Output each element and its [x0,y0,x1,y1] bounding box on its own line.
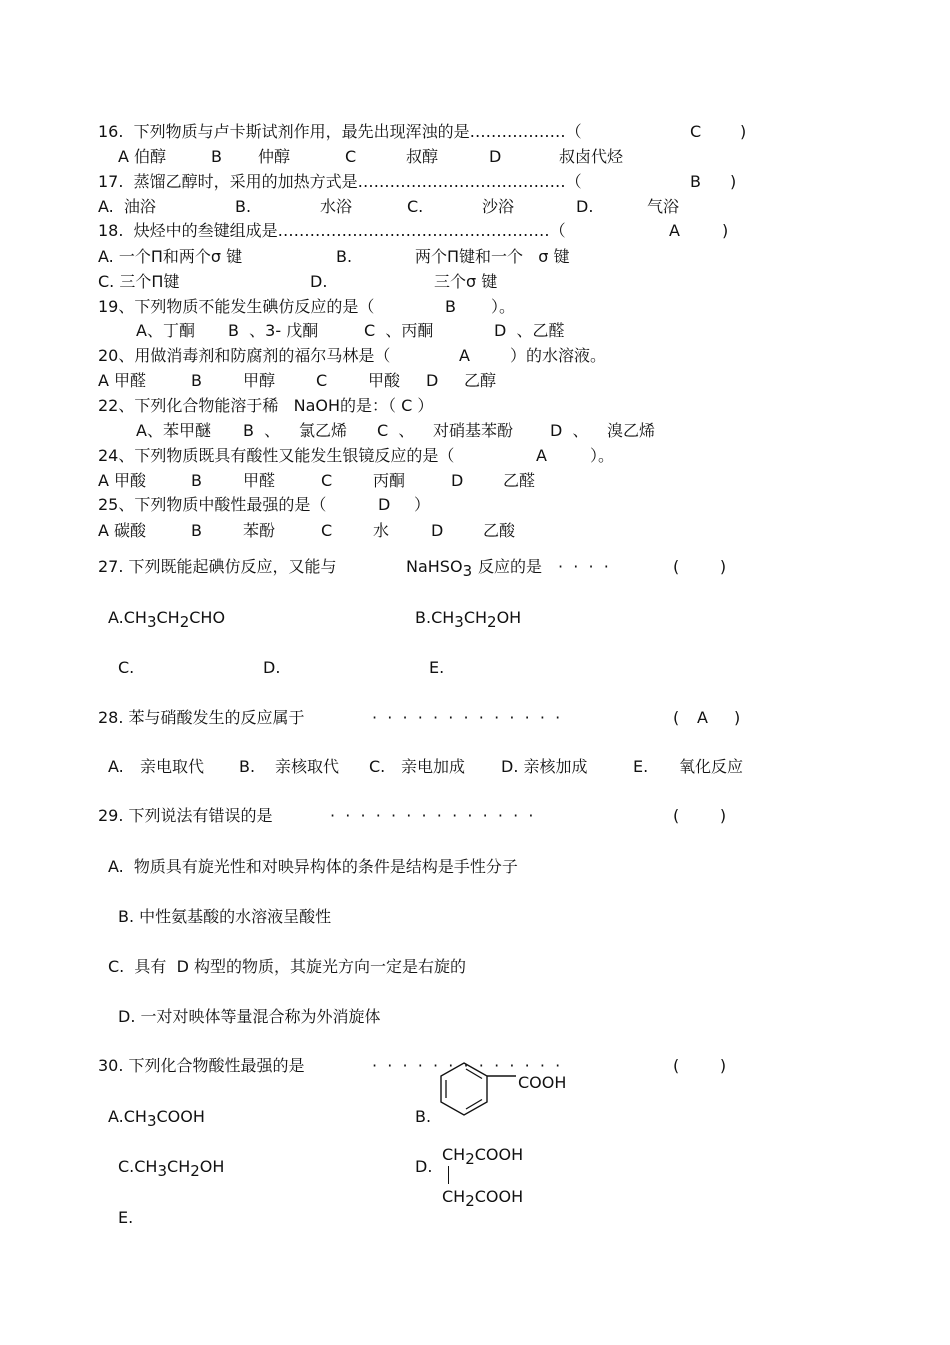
q18-option: C. 三个Π键 [98,272,180,291]
q22-option: 溴乙烯 [607,421,656,440]
q16-option: 叔卤代烃 [559,147,624,166]
q28-option: C. [369,757,386,776]
q17-option: 气浴 [647,197,680,216]
q28-option: 亲核取代 [275,757,340,776]
q27-stem-end: 反应的是 [478,557,543,576]
q29-option: B. 中性氨基酸的水溶液呈酸性 [118,907,332,926]
q30-paren: ( ) [673,1056,727,1075]
q28-paren-close: ) [734,708,741,727]
q29-option: D. 一对对映体等量混合称为外消旋体 [118,1007,381,1026]
q25-option: 乙酸 [483,521,516,540]
q20-option: D [426,371,439,390]
q17-option: D. [576,197,594,216]
succinic-top: $CH_2COOH$ [442,1145,524,1169]
q25-option: B [191,521,202,540]
q16-option: 仲醇 [258,147,291,166]
q19-close: ）。 [491,297,516,316]
q30-stem: 30. 下列化合物酸性最强的是 [98,1056,305,1075]
q27-stem: 27. 下列既能起碘仿反应，又能与 [98,557,337,576]
q20-option: C [316,371,328,390]
q17-close: ) [730,172,737,191]
q19-option: C 、丙酮 [364,321,434,340]
q27-option-a: $A.CH_3CH_2CHO$ [108,608,226,632]
q25-stem: 25、下列物质中酸性最强的是（ [98,495,327,514]
q22-option: D 、 [550,421,589,440]
q28-dots: · · · · · · · · · · · · · [372,708,561,727]
q28-stem: 28. 苯与硝酸发生的反应属于 [98,708,305,727]
q24-answer: A [536,446,547,465]
q20-option: 乙醇 [464,371,497,390]
q18-option: D. [310,272,328,291]
q25-option: A 碳酸 [98,521,147,540]
q27-option-e: E. [429,658,445,677]
cooh-label: COOH [518,1073,567,1092]
q30-dots: · · · · · · · · · · · · · [372,1056,561,1075]
q30-option-b: B. [415,1107,432,1126]
q17-answer: B [690,172,701,191]
q16-answer: C [690,122,702,141]
q28-option: 亲电取代 [140,757,205,776]
q24-option: D [451,471,464,490]
q27-reagent: NaHSO$_3$ [406,557,473,581]
q22-stem: 22、下列化合物能溶于稀 NaOH的是：（ C ） [98,396,434,415]
q19-option: B 、3- 戊酮 [228,321,319,340]
q28-option: D. 亲核加成 [501,757,588,776]
q24-stem: 24、下列物质既具有酸性又能发生银镜反应的是（ [98,446,455,465]
q24-close: ）。 [590,446,615,465]
q28-option: 亲电加成 [401,757,466,776]
q16-option: C [345,147,357,166]
q16-option: B [211,147,222,166]
q25-close: ） [414,495,431,514]
q18-option: 两个Π键和一个 σ 键 [415,247,570,266]
q17-stem: 17. 蒸馏乙醇时，采用的加热方式是…………………………………（ [98,172,582,191]
q30-option-e: E. [118,1208,134,1227]
q28-option: E. [633,757,649,776]
q20-option: B [191,371,202,390]
q16-option: D [489,147,502,166]
q30-option-d: D. [415,1157,433,1176]
q30-option-c: $C.CH_3CH_2OH$ [118,1157,225,1181]
q24-option: 丙酮 [373,471,406,490]
q25-option: C [321,521,333,540]
q27-paren: ( ) [673,557,727,576]
q17-option: 沙浴 [482,197,515,216]
q20-answer: A [459,346,470,365]
q29-stem: 29. 下列说法有错误的是 [98,806,273,825]
q19-option: D 、乙醛 [494,321,565,340]
q18-option: 三个σ 键 [434,272,498,291]
q16-option: 叔醇 [406,147,439,166]
q18-close: ) [722,221,729,240]
q22-option: C 、 [377,421,415,440]
q22-option: 对硝基苯酚 [433,421,514,440]
q16-option: A 伯醇 [118,147,167,166]
q29-option: A. 物质具有旋光性和对映异构体的条件是结构是手性分子 [108,857,518,876]
q20-option: 甲醇 [243,371,276,390]
q28-option: B. [239,757,256,776]
q19-option: A、丁酮 [136,321,195,340]
q24-option: 甲醛 [243,471,276,490]
q17-option: B. [235,197,252,216]
q22-option: B 、 [243,421,281,440]
q30-option-a: $A.CH_3COOH$ [108,1107,205,1131]
q27-option-b: $B.CH_3CH_2OH$ [415,608,522,632]
q16-close: ) [740,122,747,141]
q28-answer: A [697,708,708,727]
q29-paren: ( ) [673,806,727,825]
q28-option: A. [108,757,124,776]
q24-option: B [191,471,202,490]
benzoic-acid-structure [434,1058,524,1128]
q16-stem: 16. 下列物质与卢卡斯试剂作用，最先出现浑浊的是………………（ [98,122,582,141]
q19-stem: 19、下列物质不能发生碘仿反应的是（ [98,297,375,316]
q27-dots: · · · · [558,557,609,576]
q20-option: A 甲醛 [98,371,147,390]
q27-option-c: C. [118,658,135,677]
q18-answer: A [669,221,680,240]
q20-option: 甲酸 [368,371,401,390]
q19-answer: B [445,297,456,316]
q20-stem: 20、用做消毒剂和防腐剂的福尔马林是（ [98,346,391,365]
q22-option: 氯乙烯 [299,421,348,440]
q24-option: C [321,471,333,490]
q18-option: B. [336,247,353,266]
succinic-bond [448,1166,449,1184]
q25-option: D [431,521,444,540]
q29-option: C. 具有 D 构型的物质，其旋光方向一定是右旋的 [108,957,467,976]
q28-option: 氧化反应 [679,757,744,776]
q22-option: A、苯甲醚 [136,421,211,440]
q25-option: 水 [373,521,390,540]
q24-option: 乙醛 [503,471,536,490]
q18-option: A. 一个Π和两个σ 键 [98,247,243,266]
q18-stem: 18. 炔烃中的叁键组成是……………………………………………（ [98,221,566,240]
q28-paren-open: ( [673,708,680,727]
q20-close: ）的水溶液。 [510,346,607,365]
succinic-bottom: $CH_2COOH$ [442,1187,524,1211]
q17-option: A. 油浴 [98,197,156,216]
q24-option: A 甲酸 [98,471,147,490]
q25-answer: D [378,495,391,514]
q17-option: 水浴 [320,197,353,216]
q25-option: 苯酚 [243,521,276,540]
q29-dots: · · · · · · · · · · · · · · [330,806,534,825]
q17-option: C. [407,197,424,216]
q27-option-d: D. [263,658,281,677]
